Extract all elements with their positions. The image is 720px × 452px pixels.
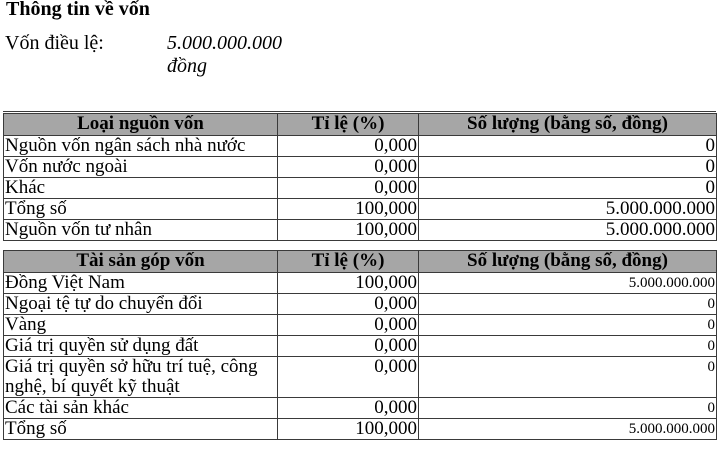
table-row <box>4 294 717 315</box>
row-amount: 5.000.000.000 <box>419 419 717 440</box>
table-row <box>4 398 717 419</box>
capital-sources-table <box>3 113 717 241</box>
row-ratio: 100,000 <box>278 419 419 440</box>
header-amount: Số lượng (bằng số, đồng) <box>419 251 717 273</box>
row-ratio: 100,000 <box>278 199 419 220</box>
row-name: Ngoại tệ tự do chuyển đổi <box>4 294 278 315</box>
row-name: Đồng Việt Nam <box>4 273 278 294</box>
row-amount: 0 <box>419 178 717 199</box>
table-row <box>4 178 717 199</box>
table-row <box>4 136 717 157</box>
row-amount: 0 <box>419 157 717 178</box>
row-ratio: 0,000 <box>278 398 419 419</box>
row-amount: 0 <box>419 357 717 398</box>
contributed-assets-table <box>3 250 717 440</box>
header-amount: Số lượng (bằng số, đồng) <box>419 114 717 136</box>
row-ratio: 0,000 <box>278 336 419 357</box>
row-name: Nguồn vốn tư nhân <box>4 220 278 241</box>
row-ratio: 0,000 <box>278 315 419 336</box>
table-header-row <box>4 251 717 273</box>
header-source-type: Loại nguồn vốn <box>4 114 278 136</box>
row-ratio: 0,000 <box>278 136 419 157</box>
row-ratio: 100,000 <box>278 273 419 294</box>
row-name: Giá trị quyền sử dụng đất <box>4 336 278 357</box>
row-name: Vàng <box>4 315 278 336</box>
divider <box>3 111 716 112</box>
table-row <box>4 220 717 241</box>
row-name: Nguồn vốn ngân sách nhà nước <box>4 136 278 157</box>
table-row <box>4 157 717 178</box>
row-name: Khác <box>4 178 278 199</box>
header-asset-type: Tài sản góp vốn <box>4 251 278 273</box>
row-name: Các tài sản khác <box>4 398 278 419</box>
row-amount: 5.000.000.000 <box>419 273 717 294</box>
charter-capital-value: 5.000.000.000 đồng <box>167 32 282 77</box>
row-amount: 5.000.000.000 <box>419 199 717 220</box>
table-row <box>4 419 717 440</box>
table-row <box>4 357 717 398</box>
row-amount: 0 <box>419 136 717 157</box>
row-name: Giá trị quyền sở hữu trí tuệ, công nghệ, bí quyết kỹ thuật <box>4 357 278 398</box>
header-ratio: Tỉ lệ (%) <box>278 114 419 136</box>
row-ratio: 0,000 <box>278 157 419 178</box>
row-ratio: 0,000 <box>278 178 419 199</box>
row-ratio: 0,000 <box>278 357 419 398</box>
header-ratio: Tỉ lệ (%) <box>278 251 419 273</box>
row-amount: 0 <box>419 398 717 419</box>
table-row <box>4 273 717 294</box>
table-row <box>4 336 717 357</box>
table-row <box>4 199 717 220</box>
charter-capital-label: Vốn điều lệ: <box>5 32 104 54</box>
section-title: Thông tin về vốn <box>6 0 150 20</box>
row-amount: 0 <box>419 315 717 336</box>
row-name: Tổng số <box>4 419 278 440</box>
row-name: Vốn nước ngoài <box>4 157 278 178</box>
row-ratio: 0,000 <box>278 294 419 315</box>
table-header-row <box>4 114 717 136</box>
row-amount: 0 <box>419 336 717 357</box>
row-amount: 0 <box>419 294 717 315</box>
table-row <box>4 315 717 336</box>
row-name: Tổng số <box>4 199 278 220</box>
row-amount: 5.000.000.000 <box>419 220 717 241</box>
row-ratio: 100,000 <box>278 220 419 241</box>
